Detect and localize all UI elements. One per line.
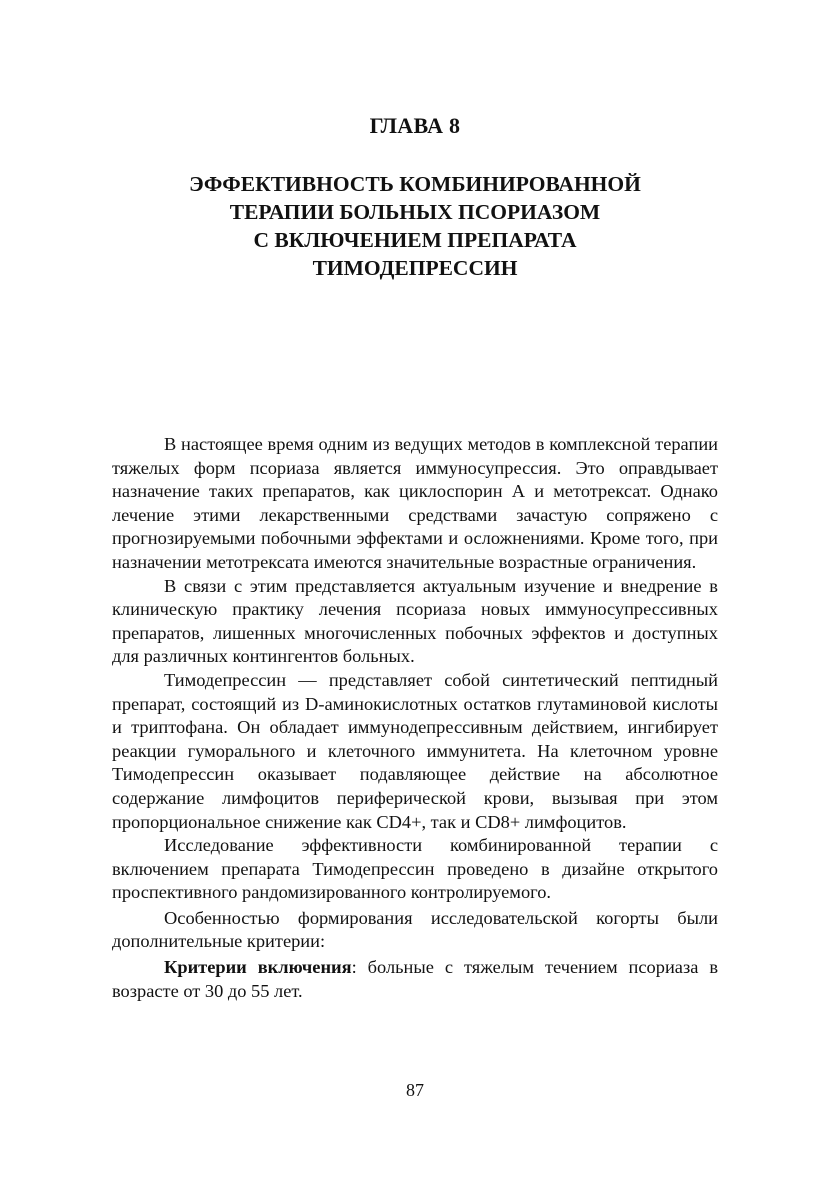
paragraph: Особенностью формирования исследовательской когорты были дополнительные критерии:: [112, 907, 718, 952]
chapter-title-line: С ВКЛЮЧЕНИЕМ ПРЕПАРАТА: [253, 228, 577, 252]
chapter-number: ГЛАВА 8: [369, 113, 461, 138]
inclusion-criteria-text: : больные с тяжелым течением псориаза в возрасте от 30 до 55 лет.: [112, 957, 719, 1001]
chapter-title-line: ТЕРАПИИ БОЛЬНЫХ ПСОРИАЗОМ: [229, 200, 601, 224]
body-text: [112, 433, 718, 1003]
page-number: 87: [406, 1080, 424, 1100]
paragraph: Тимодепрессин — представляет собой синтетический пептидный препарат, состоящий из D-аминокислотных остатков глутаминовой кислоты и триптофана. Он обладает иммунодепрессивным действием, ингибирует реакции гуморального и клеточного иммунитета. На клеточном уровне Тимодепрессин оказывает подавляющее действие на абсолютное содержание лимфоцитов периферической крови, вызывая при этом пропорциональное снижение как CD4+, так и CD8+ лимфоцитов.: [112, 669, 718, 832]
inclusion-criteria-label: Критерии включения: [164, 957, 352, 978]
paragraph: В настоящее время одним из ведущих методов в комплексной терапии тяжелых форм псориаза является иммуносупрессия. Это оправдывает назначение таких препаратов, как циклоспорин А и метотрексат. Однако лечение этими лекарственными средствами зачастую сопряжено с прогнозируемыми побочными эффектами и осложнениями. Кроме того, при назначении метотрексата имеются значительные возрастные ограничения.: [112, 434, 718, 572]
paragraph: В связи с этим представляется актуальным изучение и внедрение в клиническую практику лечения псориаза новых иммуносупрессивных препаратов, лишенных многочисленных побочных эффектов и доступных для различных контингентов больных.: [112, 575, 718, 667]
inclusion-criteria-paragraph: [112, 956, 718, 1003]
chapter-title: [100, 170, 730, 282]
chapter-title-line: ЭФФЕКТИВНОСТЬ КОМБИНИРОВАННОЙ: [189, 172, 641, 196]
chapter-title-line: ТИМОДЕПРЕССИН: [312, 256, 518, 280]
paragraph: Исследование эффективности комбинированной терапии с включением препарата Тимодепрессин проведено в дизайне открытого проспективного рандомизированного контролируемого.: [112, 835, 718, 903]
